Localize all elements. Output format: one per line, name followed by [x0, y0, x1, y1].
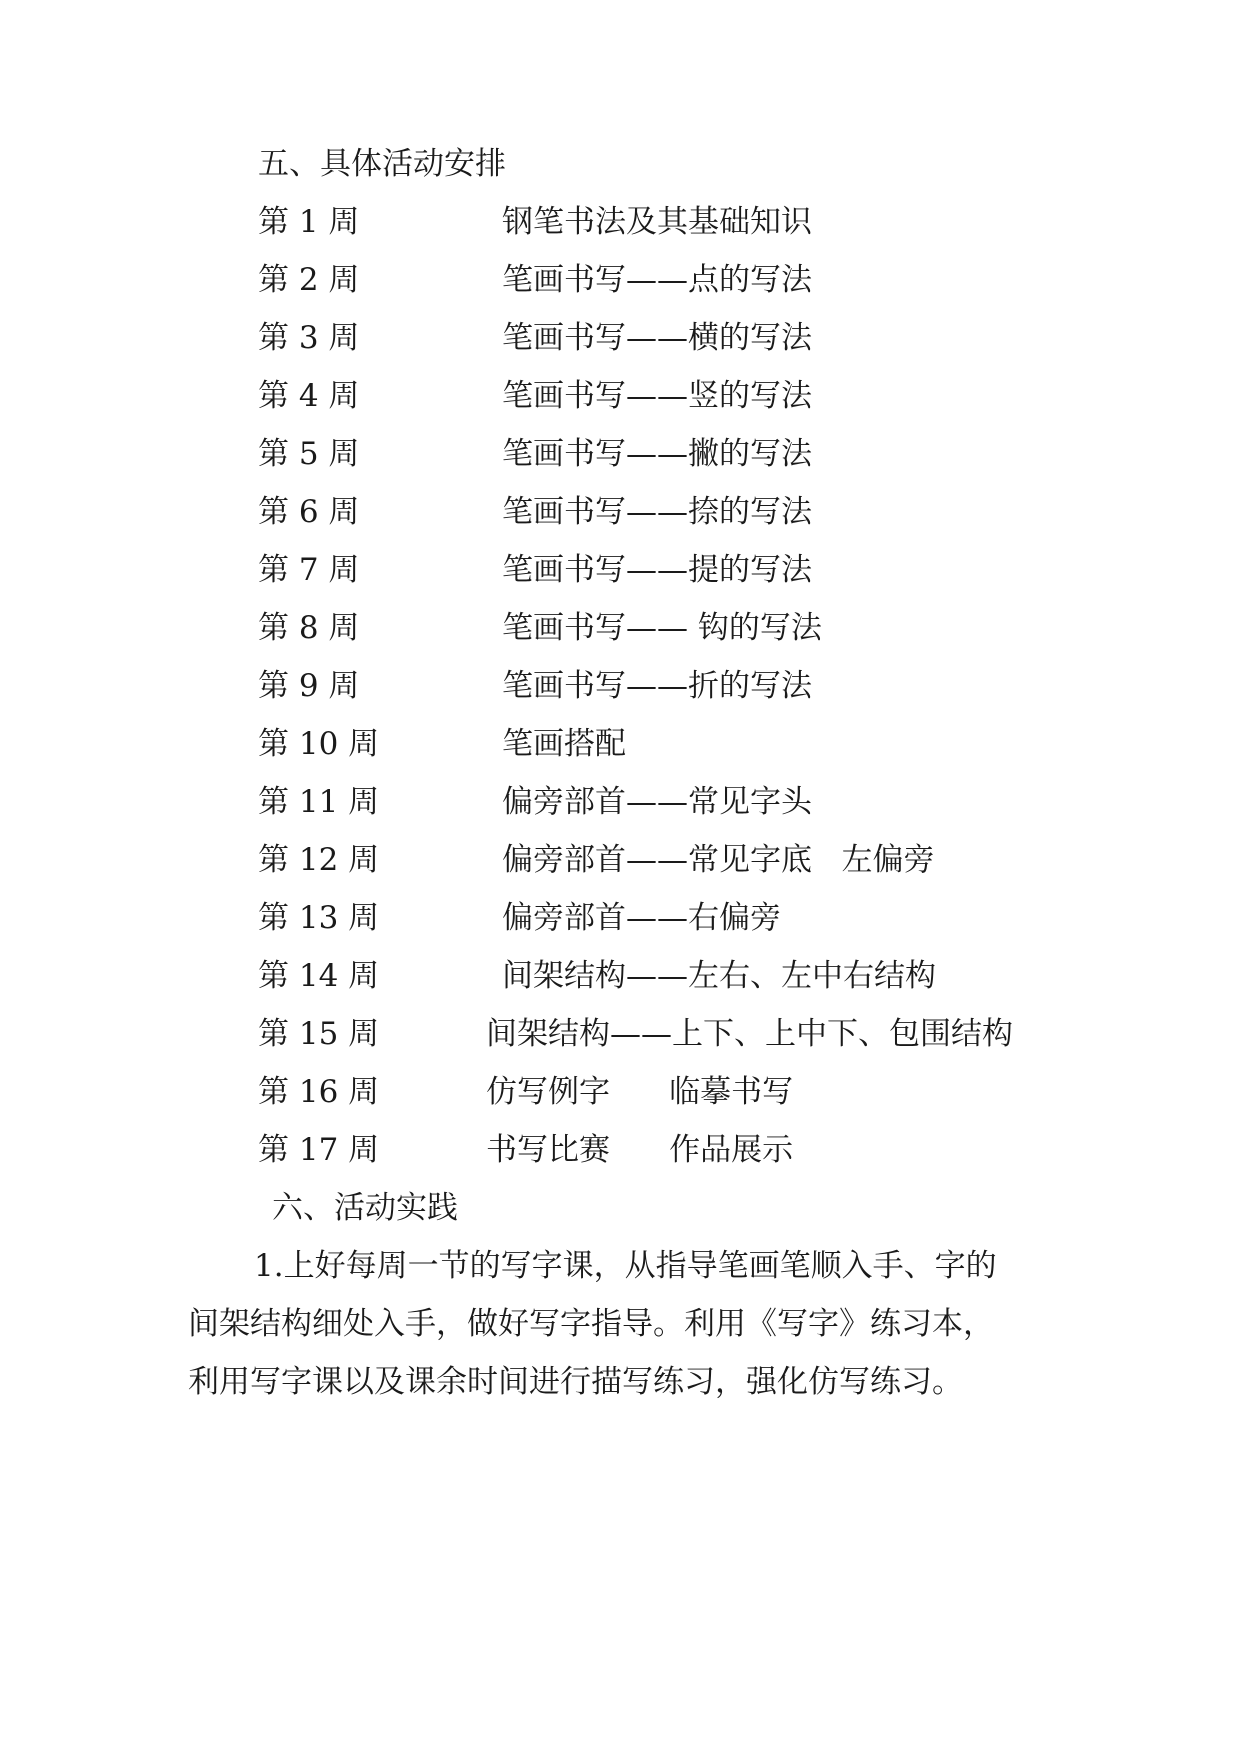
week-label: 第 12 周 [258, 842, 380, 878]
week-label: 第 16 周 [258, 1074, 380, 1110]
week-label: 第 10 周 [258, 726, 380, 762]
paragraph-line: 间架结构细处入手，做好写字指导。利用《写字》练习本， [188, 1306, 994, 1342]
week-topic: 笔画书写—— 钩的写法 [502, 610, 822, 646]
week-label: 第 9 周 [258, 668, 360, 704]
week-label: 第 1 周 [258, 204, 360, 240]
week-label: 第 8 周 [258, 610, 360, 646]
paragraph-line: 1.上好每周一节的写字课，从指导笔画笔顺入手、字的 [254, 1248, 997, 1284]
week-topic: 笔画书写——点的写法 [502, 262, 812, 298]
week-label: 第 2 周 [258, 262, 360, 298]
week-label: 第 6 周 [258, 494, 360, 530]
week-topic: 偏旁部首——常见字头 [502, 784, 812, 820]
paragraph-line: 利用写字课以及课余时间进行描写练习，强化仿写练习。 [188, 1364, 963, 1400]
week-topic: 间架结构——左右、左中右结构 [502, 958, 936, 994]
week-topic: 笔画搭配 [502, 726, 626, 762]
week-topic: 钢笔书法及其基础知识 [502, 204, 812, 240]
week-label: 第 17 周 [258, 1132, 380, 1168]
week-label: 第 13 周 [258, 900, 380, 936]
week-topic: 笔画书写——竖的写法 [502, 378, 812, 414]
week-topic: 偏旁部首——右偏旁 [502, 900, 781, 936]
week-label: 第 15 周 [258, 1016, 380, 1052]
week-topic: 书写比赛 作品展示 [486, 1132, 794, 1168]
week-topic: 笔画书写——捺的写法 [502, 494, 812, 530]
week-topic: 间架结构——上下、上中下、包围结构 [486, 1016, 1013, 1052]
week-label: 第 4 周 [258, 378, 360, 414]
week-topic: 仿写例字 临摹书写 [486, 1074, 794, 1110]
week-label: 第 7 周 [258, 552, 360, 588]
week-topic: 笔画书写——折的写法 [502, 668, 812, 704]
section-heading-activity-schedule: 五、具体活动安排 [258, 146, 506, 182]
week-label: 第 3 周 [258, 320, 360, 356]
week-label: 第 14 周 [258, 958, 380, 994]
week-topic: 笔画书写——提的写法 [502, 552, 812, 588]
week-topic: 笔画书写——撇的写法 [502, 436, 812, 472]
week-topic: 偏旁部首——常见字底 左偏旁 [502, 842, 935, 878]
week-label: 第 5 周 [258, 436, 360, 472]
section-heading-activity-practice: 六、活动实践 [272, 1190, 458, 1226]
week-topic: 笔画书写——横的写法 [502, 320, 812, 356]
week-label: 第 11 周 [258, 784, 380, 820]
